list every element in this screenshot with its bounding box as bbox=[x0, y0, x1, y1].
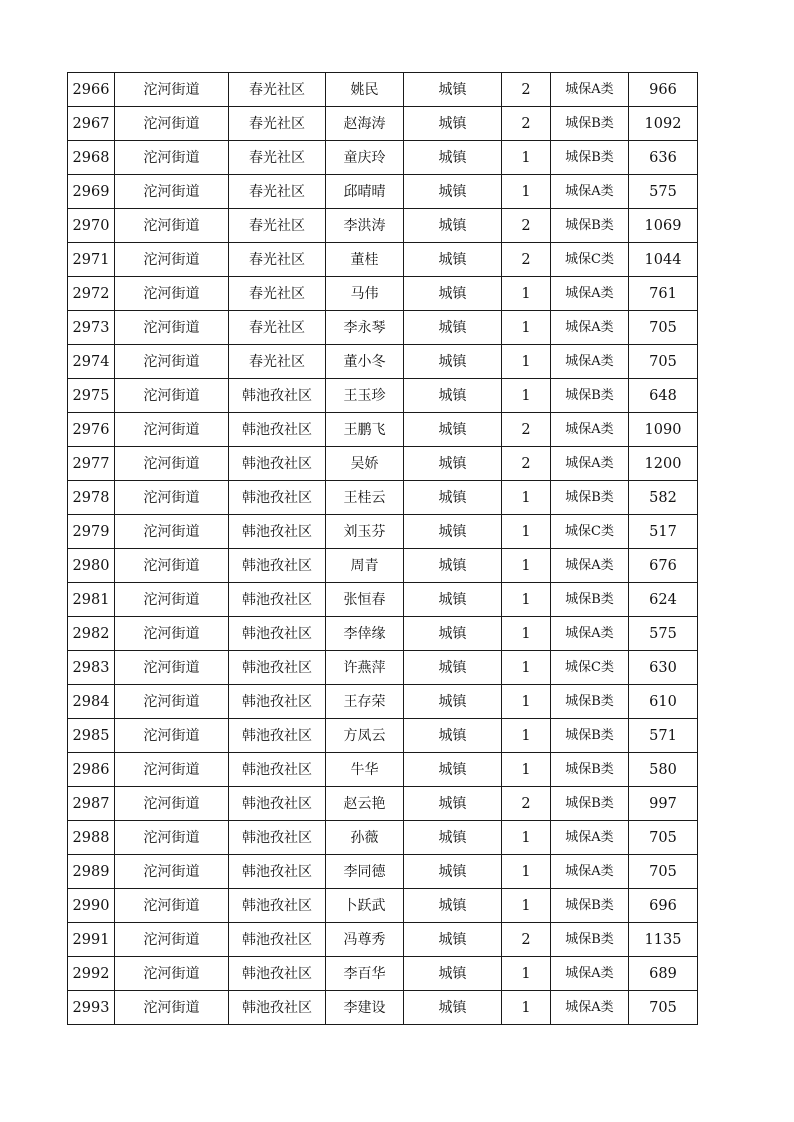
name-cell: 马伟 bbox=[326, 277, 404, 311]
subdistrict-cell: 沱河街道 bbox=[115, 379, 229, 413]
name-cell: 卜跃武 bbox=[326, 889, 404, 923]
community-cell: 韩池孜社区 bbox=[229, 787, 326, 821]
subdistrict-cell: 沱河街道 bbox=[115, 923, 229, 957]
name-cell: 李同德 bbox=[326, 855, 404, 889]
serial-number-cell: 2974 bbox=[68, 345, 115, 379]
amount-cell: 966 bbox=[629, 73, 698, 107]
household-type-cell: 城镇 bbox=[404, 141, 502, 175]
table-row bbox=[68, 651, 698, 685]
household-size-cell: 2 bbox=[502, 107, 551, 141]
amount-cell: 575 bbox=[629, 175, 698, 209]
name-cell: 王存荣 bbox=[326, 685, 404, 719]
name-cell: 李倖缘 bbox=[326, 617, 404, 651]
household-type-cell: 城镇 bbox=[404, 651, 502, 685]
subdistrict-cell: 沱河街道 bbox=[115, 73, 229, 107]
category-cell: 城保B类 bbox=[551, 481, 629, 515]
table-row bbox=[68, 481, 698, 515]
serial-number-cell: 2990 bbox=[68, 889, 115, 923]
serial-number-cell: 2973 bbox=[68, 311, 115, 345]
serial-number-cell: 2977 bbox=[68, 447, 115, 481]
category-cell: 城保A类 bbox=[551, 277, 629, 311]
household-size-cell: 1 bbox=[502, 345, 551, 379]
household-size-cell: 1 bbox=[502, 277, 551, 311]
category-cell: 城保B类 bbox=[551, 923, 629, 957]
category-cell: 城保C类 bbox=[551, 651, 629, 685]
category-cell: 城保B类 bbox=[551, 379, 629, 413]
name-cell: 吴娇 bbox=[326, 447, 404, 481]
community-cell: 韩池孜社区 bbox=[229, 583, 326, 617]
name-cell: 王鹏飞 bbox=[326, 413, 404, 447]
table-row bbox=[68, 243, 698, 277]
subdistrict-cell: 沱河街道 bbox=[115, 141, 229, 175]
household-size-cell: 2 bbox=[502, 787, 551, 821]
amount-cell: 1090 bbox=[629, 413, 698, 447]
household-type-cell: 城镇 bbox=[404, 855, 502, 889]
amount-cell: 624 bbox=[629, 583, 698, 617]
name-cell: 张恒春 bbox=[326, 583, 404, 617]
household-size-cell: 1 bbox=[502, 141, 551, 175]
community-cell: 韩池孜社区 bbox=[229, 447, 326, 481]
name-cell: 冯尊秀 bbox=[326, 923, 404, 957]
household-type-cell: 城镇 bbox=[404, 991, 502, 1025]
serial-number-cell: 2991 bbox=[68, 923, 115, 957]
amount-cell: 689 bbox=[629, 957, 698, 991]
subdistrict-cell: 沱河街道 bbox=[115, 243, 229, 277]
name-cell: 周青 bbox=[326, 549, 404, 583]
household-type-cell: 城镇 bbox=[404, 583, 502, 617]
amount-cell: 575 bbox=[629, 617, 698, 651]
community-cell: 春光社区 bbox=[229, 73, 326, 107]
subdistrict-cell: 沱河街道 bbox=[115, 855, 229, 889]
community-cell: 韩池孜社区 bbox=[229, 685, 326, 719]
name-cell: 李永琴 bbox=[326, 311, 404, 345]
table-row bbox=[68, 923, 698, 957]
household-size-cell: 1 bbox=[502, 855, 551, 889]
community-cell: 韩池孜社区 bbox=[229, 549, 326, 583]
household-type-cell: 城镇 bbox=[404, 107, 502, 141]
table-row bbox=[68, 277, 698, 311]
household-size-cell: 2 bbox=[502, 243, 551, 277]
category-cell: 城保B类 bbox=[551, 787, 629, 821]
serial-number-cell: 2988 bbox=[68, 821, 115, 855]
subdistrict-cell: 沱河街道 bbox=[115, 685, 229, 719]
amount-cell: 1044 bbox=[629, 243, 698, 277]
name-cell: 王玉珍 bbox=[326, 379, 404, 413]
household-type-cell: 城镇 bbox=[404, 889, 502, 923]
household-type-cell: 城镇 bbox=[404, 481, 502, 515]
category-cell: 城保B类 bbox=[551, 889, 629, 923]
household-type-cell: 城镇 bbox=[404, 923, 502, 957]
serial-number-cell: 2987 bbox=[68, 787, 115, 821]
household-type-cell: 城镇 bbox=[404, 753, 502, 787]
community-cell: 春光社区 bbox=[229, 107, 326, 141]
category-cell: 城保A类 bbox=[551, 175, 629, 209]
category-cell: 城保B类 bbox=[551, 719, 629, 753]
serial-number-cell: 2992 bbox=[68, 957, 115, 991]
subdistrict-cell: 沱河街道 bbox=[115, 277, 229, 311]
category-cell: 城保A类 bbox=[551, 991, 629, 1025]
community-cell: 韩池孜社区 bbox=[229, 617, 326, 651]
household-type-cell: 城镇 bbox=[404, 515, 502, 549]
table-row bbox=[68, 515, 698, 549]
community-cell: 韩池孜社区 bbox=[229, 515, 326, 549]
amount-cell: 696 bbox=[629, 889, 698, 923]
household-type-cell: 城镇 bbox=[404, 719, 502, 753]
community-cell: 韩池孜社区 bbox=[229, 719, 326, 753]
household-size-cell: 1 bbox=[502, 957, 551, 991]
table-row bbox=[68, 889, 698, 923]
table-row bbox=[68, 311, 698, 345]
subdistrict-cell: 沱河街道 bbox=[115, 957, 229, 991]
household-type-cell: 城镇 bbox=[404, 821, 502, 855]
table-row bbox=[68, 787, 698, 821]
community-cell: 春光社区 bbox=[229, 141, 326, 175]
household-size-cell: 1 bbox=[502, 583, 551, 617]
category-cell: 城保A类 bbox=[551, 821, 629, 855]
name-cell: 刘玉芬 bbox=[326, 515, 404, 549]
table-row bbox=[68, 141, 698, 175]
amount-cell: 705 bbox=[629, 311, 698, 345]
subdistrict-cell: 沱河街道 bbox=[115, 175, 229, 209]
amount-cell: 761 bbox=[629, 277, 698, 311]
household-type-cell: 城镇 bbox=[404, 957, 502, 991]
amount-cell: 630 bbox=[629, 651, 698, 685]
household-size-cell: 2 bbox=[502, 923, 551, 957]
subdistrict-cell: 沱河街道 bbox=[115, 481, 229, 515]
table-row bbox=[68, 583, 698, 617]
serial-number-cell: 2969 bbox=[68, 175, 115, 209]
name-cell: 王桂云 bbox=[326, 481, 404, 515]
community-cell: 韩池孜社区 bbox=[229, 481, 326, 515]
community-cell: 韩池孜社区 bbox=[229, 855, 326, 889]
amount-cell: 705 bbox=[629, 345, 698, 379]
community-cell: 春光社区 bbox=[229, 277, 326, 311]
table-row bbox=[68, 209, 698, 243]
subdistrict-cell: 沱河街道 bbox=[115, 107, 229, 141]
amount-cell: 676 bbox=[629, 549, 698, 583]
community-cell: 韩池孜社区 bbox=[229, 923, 326, 957]
household-type-cell: 城镇 bbox=[404, 685, 502, 719]
amount-cell: 1200 bbox=[629, 447, 698, 481]
household-size-cell: 1 bbox=[502, 821, 551, 855]
community-cell: 韩池孜社区 bbox=[229, 651, 326, 685]
household-size-cell: 1 bbox=[502, 889, 551, 923]
community-cell: 韩池孜社区 bbox=[229, 991, 326, 1025]
subdistrict-cell: 沱河街道 bbox=[115, 617, 229, 651]
subdistrict-cell: 沱河街道 bbox=[115, 345, 229, 379]
name-cell: 李建设 bbox=[326, 991, 404, 1025]
serial-number-cell: 2981 bbox=[68, 583, 115, 617]
category-cell: 城保C类 bbox=[551, 515, 629, 549]
community-cell: 韩池孜社区 bbox=[229, 753, 326, 787]
subdistrict-cell: 沱河街道 bbox=[115, 753, 229, 787]
amount-cell: 636 bbox=[629, 141, 698, 175]
household-type-cell: 城镇 bbox=[404, 413, 502, 447]
category-cell: 城保B类 bbox=[551, 107, 629, 141]
community-cell: 春光社区 bbox=[229, 243, 326, 277]
category-cell: 城保C类 bbox=[551, 243, 629, 277]
serial-number-cell: 2982 bbox=[68, 617, 115, 651]
table-row bbox=[68, 957, 698, 991]
name-cell: 邱晴晴 bbox=[326, 175, 404, 209]
category-cell: 城保B类 bbox=[551, 685, 629, 719]
serial-number-cell: 2993 bbox=[68, 991, 115, 1025]
household-type-cell: 城镇 bbox=[404, 311, 502, 345]
household-type-cell: 城镇 bbox=[404, 617, 502, 651]
table-row bbox=[68, 175, 698, 209]
amount-cell: 1135 bbox=[629, 923, 698, 957]
community-cell: 韩池孜社区 bbox=[229, 821, 326, 855]
household-type-cell: 城镇 bbox=[404, 447, 502, 481]
category-cell: 城保A类 bbox=[551, 855, 629, 889]
household-size-cell: 1 bbox=[502, 549, 551, 583]
table-row bbox=[68, 991, 698, 1025]
name-cell: 牛华 bbox=[326, 753, 404, 787]
amount-cell: 610 bbox=[629, 685, 698, 719]
subdistrict-cell: 沱河街道 bbox=[115, 719, 229, 753]
serial-number-cell: 2984 bbox=[68, 685, 115, 719]
serial-number-cell: 2983 bbox=[68, 651, 115, 685]
table-row bbox=[68, 685, 698, 719]
household-type-cell: 城镇 bbox=[404, 379, 502, 413]
amount-cell: 648 bbox=[629, 379, 698, 413]
name-cell: 童庆玲 bbox=[326, 141, 404, 175]
household-size-cell: 1 bbox=[502, 685, 551, 719]
category-cell: 城保A类 bbox=[551, 311, 629, 345]
household-size-cell: 1 bbox=[502, 481, 551, 515]
table-row bbox=[68, 413, 698, 447]
category-cell: 城保B类 bbox=[551, 209, 629, 243]
name-cell: 孙薇 bbox=[326, 821, 404, 855]
serial-number-cell: 2986 bbox=[68, 753, 115, 787]
household-size-cell: 2 bbox=[502, 73, 551, 107]
category-cell: 城保A类 bbox=[551, 957, 629, 991]
category-cell: 城保A类 bbox=[551, 73, 629, 107]
table-row bbox=[68, 719, 698, 753]
household-type-cell: 城镇 bbox=[404, 345, 502, 379]
subdistrict-cell: 沱河街道 bbox=[115, 991, 229, 1025]
amount-cell: 705 bbox=[629, 991, 698, 1025]
category-cell: 城保B类 bbox=[551, 141, 629, 175]
community-cell: 春光社区 bbox=[229, 345, 326, 379]
table-row bbox=[68, 107, 698, 141]
serial-number-cell: 2976 bbox=[68, 413, 115, 447]
household-size-cell: 1 bbox=[502, 719, 551, 753]
serial-number-cell: 2968 bbox=[68, 141, 115, 175]
household-size-cell: 1 bbox=[502, 175, 551, 209]
table-body bbox=[68, 73, 698, 1025]
community-cell: 韩池孜社区 bbox=[229, 957, 326, 991]
amount-cell: 1092 bbox=[629, 107, 698, 141]
table-row bbox=[68, 379, 698, 413]
amount-cell: 580 bbox=[629, 753, 698, 787]
household-size-cell: 1 bbox=[502, 651, 551, 685]
category-cell: 城保B类 bbox=[551, 583, 629, 617]
subdistrict-cell: 沱河街道 bbox=[115, 651, 229, 685]
community-cell: 春光社区 bbox=[229, 311, 326, 345]
subdistrict-cell: 沱河街道 bbox=[115, 549, 229, 583]
category-cell: 城保A类 bbox=[551, 447, 629, 481]
table-row bbox=[68, 447, 698, 481]
name-cell: 董桂 bbox=[326, 243, 404, 277]
community-cell: 韩池孜社区 bbox=[229, 889, 326, 923]
category-cell: 城保A类 bbox=[551, 549, 629, 583]
serial-number-cell: 2989 bbox=[68, 855, 115, 889]
table-row bbox=[68, 345, 698, 379]
community-cell: 韩池孜社区 bbox=[229, 379, 326, 413]
household-size-cell: 2 bbox=[502, 447, 551, 481]
household-size-cell: 2 bbox=[502, 413, 551, 447]
subdistrict-cell: 沱河街道 bbox=[115, 413, 229, 447]
beneficiary-table bbox=[67, 72, 698, 1025]
table-row bbox=[68, 753, 698, 787]
household-size-cell: 1 bbox=[502, 991, 551, 1025]
table-row bbox=[68, 73, 698, 107]
category-cell: 城保A类 bbox=[551, 413, 629, 447]
serial-number-cell: 2978 bbox=[68, 481, 115, 515]
name-cell: 姚民 bbox=[326, 73, 404, 107]
household-type-cell: 城镇 bbox=[404, 277, 502, 311]
category-cell: 城保A类 bbox=[551, 345, 629, 379]
subdistrict-cell: 沱河街道 bbox=[115, 447, 229, 481]
table-row bbox=[68, 821, 698, 855]
name-cell: 方凤云 bbox=[326, 719, 404, 753]
household-size-cell: 1 bbox=[502, 753, 551, 787]
name-cell: 李洪涛 bbox=[326, 209, 404, 243]
serial-number-cell: 2980 bbox=[68, 549, 115, 583]
amount-cell: 997 bbox=[629, 787, 698, 821]
subdistrict-cell: 沱河街道 bbox=[115, 787, 229, 821]
amount-cell: 705 bbox=[629, 855, 698, 889]
household-type-cell: 城镇 bbox=[404, 787, 502, 821]
name-cell: 许燕萍 bbox=[326, 651, 404, 685]
amount-cell: 582 bbox=[629, 481, 698, 515]
amount-cell: 705 bbox=[629, 821, 698, 855]
household-type-cell: 城镇 bbox=[404, 243, 502, 277]
amount-cell: 571 bbox=[629, 719, 698, 753]
serial-number-cell: 2972 bbox=[68, 277, 115, 311]
community-cell: 春光社区 bbox=[229, 209, 326, 243]
name-cell: 赵海涛 bbox=[326, 107, 404, 141]
household-type-cell: 城镇 bbox=[404, 175, 502, 209]
name-cell: 董小冬 bbox=[326, 345, 404, 379]
name-cell: 李百华 bbox=[326, 957, 404, 991]
serial-number-cell: 2971 bbox=[68, 243, 115, 277]
household-size-cell: 2 bbox=[502, 209, 551, 243]
community-cell: 韩池孜社区 bbox=[229, 413, 326, 447]
household-size-cell: 1 bbox=[502, 379, 551, 413]
subdistrict-cell: 沱河街道 bbox=[115, 209, 229, 243]
serial-number-cell: 2979 bbox=[68, 515, 115, 549]
community-cell: 春光社区 bbox=[229, 175, 326, 209]
serial-number-cell: 2967 bbox=[68, 107, 115, 141]
subdistrict-cell: 沱河街道 bbox=[115, 583, 229, 617]
category-cell: 城保A类 bbox=[551, 617, 629, 651]
serial-number-cell: 2975 bbox=[68, 379, 115, 413]
table-row bbox=[68, 549, 698, 583]
serial-number-cell: 2970 bbox=[68, 209, 115, 243]
household-size-cell: 1 bbox=[502, 311, 551, 345]
amount-cell: 1069 bbox=[629, 209, 698, 243]
subdistrict-cell: 沱河街道 bbox=[115, 889, 229, 923]
table-row bbox=[68, 855, 698, 889]
serial-number-cell: 2966 bbox=[68, 73, 115, 107]
table-row bbox=[68, 617, 698, 651]
subdistrict-cell: 沱河街道 bbox=[115, 515, 229, 549]
serial-number-cell: 2985 bbox=[68, 719, 115, 753]
amount-cell: 517 bbox=[629, 515, 698, 549]
subdistrict-cell: 沱河街道 bbox=[115, 311, 229, 345]
household-size-cell: 1 bbox=[502, 515, 551, 549]
category-cell: 城保B类 bbox=[551, 753, 629, 787]
name-cell: 赵云艳 bbox=[326, 787, 404, 821]
household-type-cell: 城镇 bbox=[404, 549, 502, 583]
household-size-cell: 1 bbox=[502, 617, 551, 651]
household-type-cell: 城镇 bbox=[404, 209, 502, 243]
household-type-cell: 城镇 bbox=[404, 73, 502, 107]
subdistrict-cell: 沱河街道 bbox=[115, 821, 229, 855]
